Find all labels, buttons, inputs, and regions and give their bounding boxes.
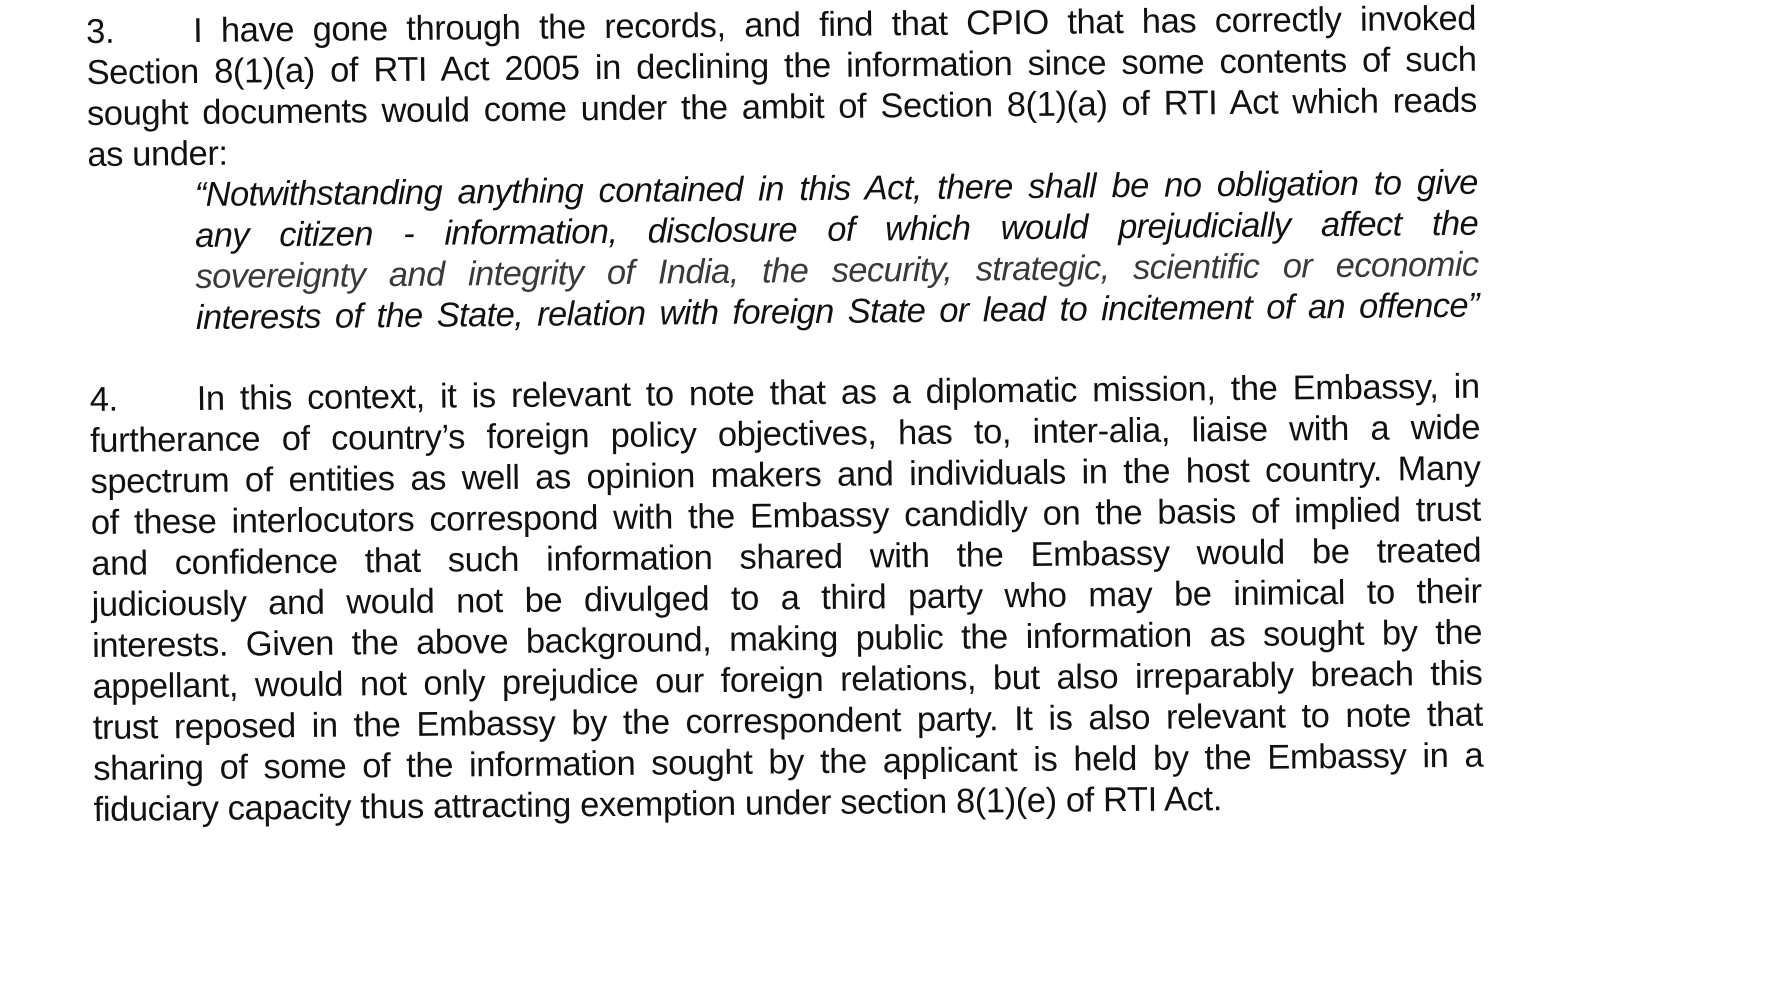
- paragraph-4-line-2: furtherance of country’s foreign policy objectives, has to, inter-alia, liaise with a wide: [89, 408, 1481, 460]
- quote-line-1: “Notwithstanding anything contained in this Act, there shall be no obligation to give: [194, 163, 1478, 214]
- paragraph-4: [90, 367, 1484, 831]
- paragraph-4-line-10: sharing of some of the information sought by the applicant is held by the Embassy in a: [93, 736, 1484, 788]
- paragraph-3: [86, 0, 1478, 176]
- paragraph-4-line-4: of these interlocutors correspond with the Embassy candidly on the basis of implied trust: [90, 490, 1482, 542]
- paragraph-3-line-1-text: I have gone through the records, and find that CPIO that has correctly invoked: [193, 0, 1477, 50]
- paragraph-4-line-11: fiduciary capacity thus attracting exemption under section 8(1)(e) of RTI Act.: [93, 780, 1223, 829]
- quote-line-2: any citizen - information, disclosure of which would prejudicially affect the: [194, 204, 1479, 255]
- paragraph-4-line-1-text: In this context, it is relevant to note that as a diplomatic mission, the Embassy, in: [196, 367, 1480, 418]
- paragraph-3-line-2: Section 8(1)(a) of RTI Act 2005 in declining the information since some contents of such: [86, 40, 1477, 92]
- paragraph-4-line-9: trust reposed in the Embassy by the correspondent party. It is also relevant to note that: [92, 695, 1483, 747]
- paragraph-4-line-6: judiciously and would not be divulged to a third party who may be inimical to their: [91, 572, 1482, 624]
- paragraph-4-line-8: appellant, would not only prejudice our foreign relations, but also irreparably breach this: [92, 654, 1483, 706]
- paragraph-3-number: 3.: [86, 12, 115, 51]
- paragraph-3-line-3: sought documents would come under the ambit of Section 8(1)(a) of RTI Act which reads: [86, 81, 1478, 133]
- paragraph-4-line-7: interests. Given the above background, making public the information as sought by the: [91, 613, 1483, 665]
- quote-line-3: sovereignty and integrity of India, the security, strategic, scientific or economic: [195, 245, 1479, 296]
- paragraph-4-line-3: spectrum of entities as well as opinion makers and individuals in the host country. Many: [90, 449, 1481, 501]
- scanned-text-block: [86, 0, 1484, 831]
- statute-quote: [195, 163, 1480, 339]
- quote-line-4: interests of the State, relation with foreign State or lead to incitement of an offence”: [195, 286, 1480, 337]
- paragraph-3-line-4: as under:: [87, 134, 228, 174]
- paragraph-4-line-5: and confidence that such information shared with the Embassy would be treated: [91, 531, 1482, 583]
- paragraph-4-number: 4.: [89, 380, 118, 419]
